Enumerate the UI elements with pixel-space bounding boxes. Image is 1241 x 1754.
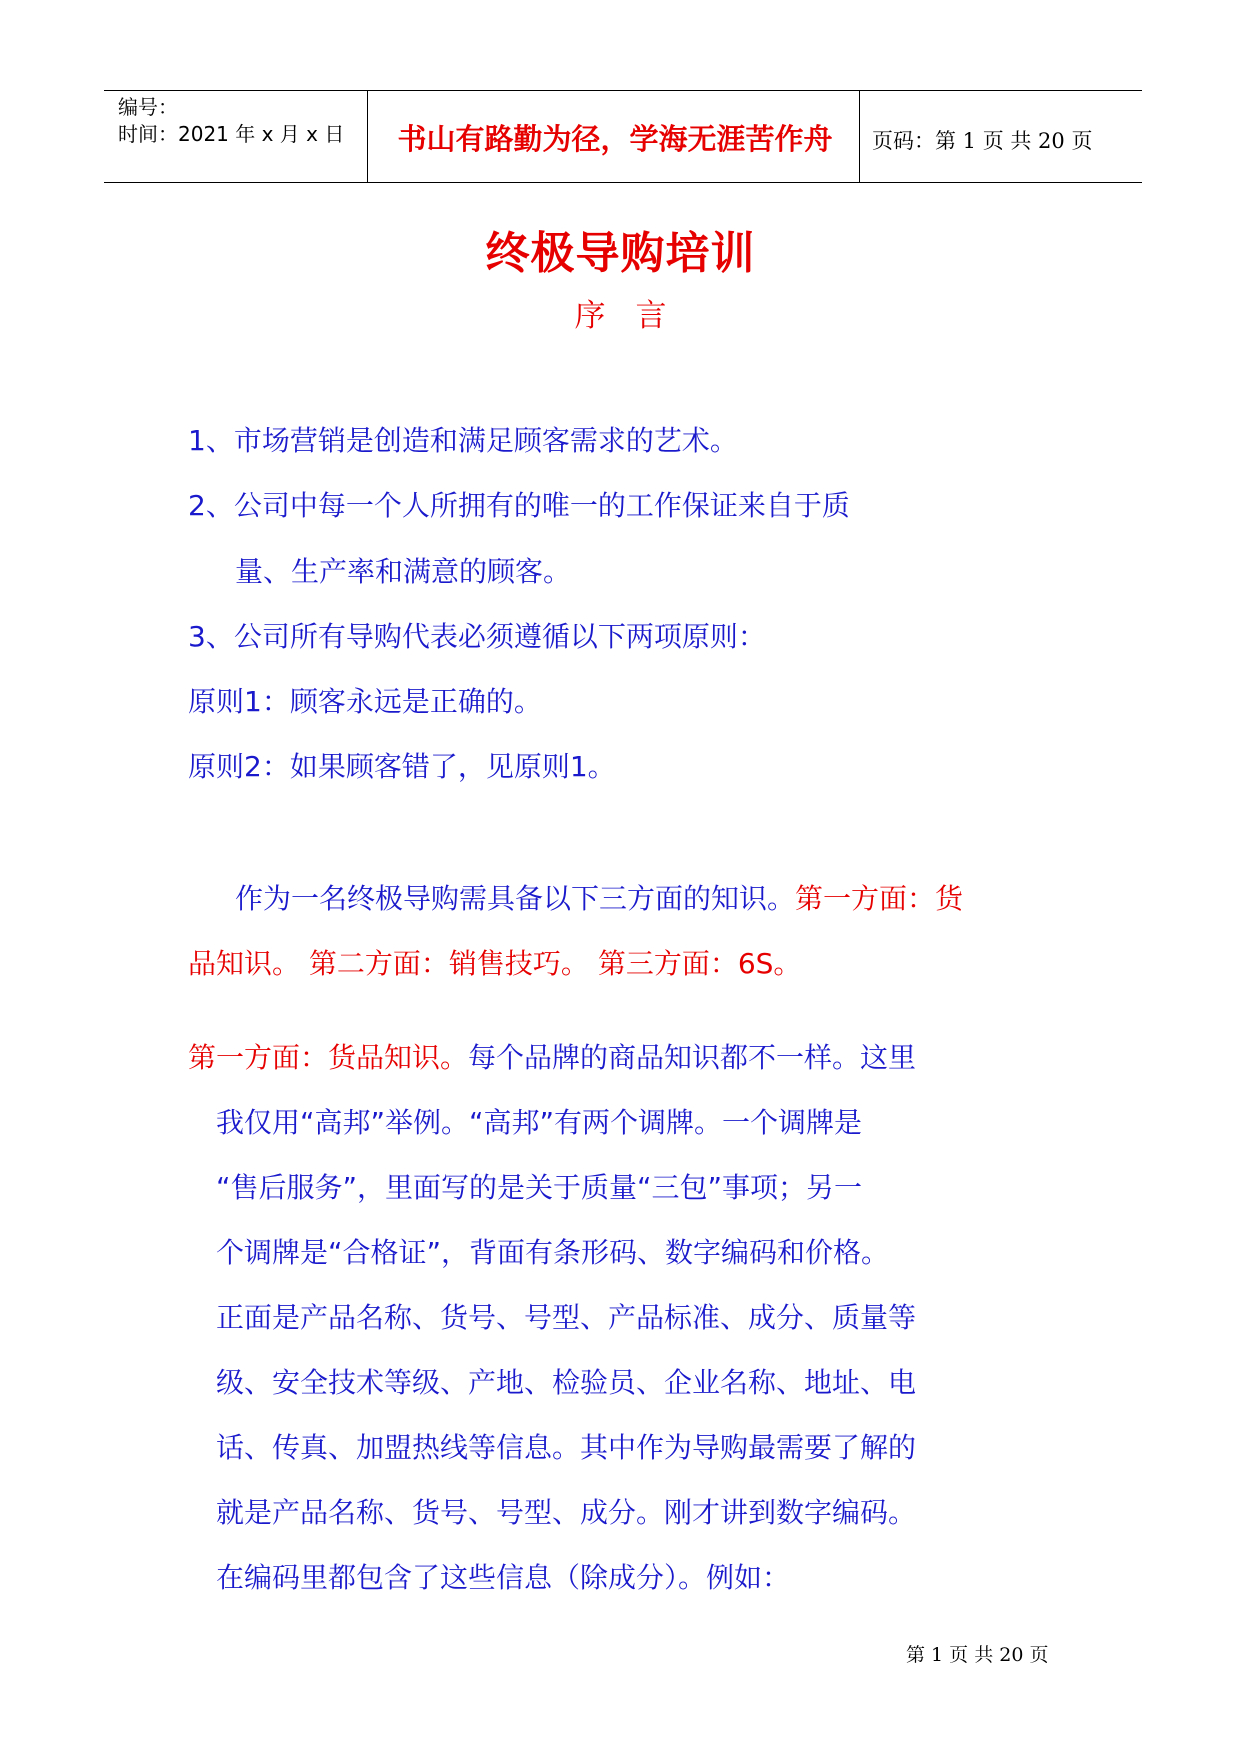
header-time-label: 时间：2021 年 x 月 x 日 bbox=[118, 122, 345, 146]
overview-aspect-1-end: 品知识。 bbox=[188, 947, 301, 980]
header-top-rule bbox=[104, 90, 1142, 91]
section-1-line-9: 在编码里都包含了这些信息（除成分）。例如： bbox=[216, 1561, 791, 1594]
footer-page-info: 第 1 页 共 20 页 bbox=[906, 1644, 1049, 1666]
section-1-line-1 bbox=[188, 1038, 916, 1078]
intro-item-2-line-1: 2、公司中每一个人所拥有的唯一的工作保证来自于质 bbox=[188, 489, 850, 522]
header-meta bbox=[118, 94, 344, 148]
document-title: 终极导购培训 bbox=[485, 228, 756, 279]
header-motto: 书山有路勤为径，学海无涯苦作舟 bbox=[397, 122, 833, 156]
section-1-text-1: 每个品牌的商品知识都不一样。这里 bbox=[468, 1041, 917, 1074]
section-1-line-8: 就是产品名称、货号、号型、成分。刚才讲到数字编码。 bbox=[216, 1496, 917, 1529]
overview-line-2 bbox=[188, 944, 801, 984]
header-page-info: 页码：第 1 页 共 20 页 bbox=[872, 129, 1093, 153]
principle-2: 原则2：如果顾客错了，见原则1。 bbox=[188, 750, 616, 783]
intro-item-1: 1、市场营销是创造和满足顾客需求的艺术。 bbox=[188, 424, 738, 457]
overview-intro-text: 作为一名终极导购需具备以下三方面的知识。 bbox=[235, 882, 796, 915]
overview-aspect-1-start: 第一方面：货 bbox=[795, 882, 964, 915]
section-1-line-5: 正面是产品名称、货号、号型、产品标准、成分、质量等 bbox=[216, 1301, 917, 1334]
section-1-line-7: 话、传真、加盟热线等信息。其中作为导购最需要了解的 bbox=[216, 1431, 917, 1464]
section-1-line-3: “售后服务”，里面写的是关于质量“三包”事项；另一 bbox=[216, 1171, 863, 1204]
document-subtitle: 序言 bbox=[574, 298, 697, 334]
header-divider-left bbox=[367, 90, 368, 183]
section-1-heading: 第一方面：货品知识。 bbox=[188, 1041, 469, 1074]
overview-aspect-2: 第二方面：销售技巧。 bbox=[308, 947, 589, 980]
section-1-line-2: 我仅用“高邦”举例。“高邦”有两个调牌。一个调牌是 bbox=[216, 1106, 863, 1139]
intro-item-3: 3、公司所有导购代表必须遵循以下两项原则： bbox=[188, 620, 766, 653]
overview-line-1 bbox=[235, 879, 963, 919]
intro-item-2-line-2: 量、生产率和满意的顾客。 bbox=[235, 555, 572, 588]
header-number-label: 编号： bbox=[118, 95, 178, 119]
section-1-line-6: 级、安全技术等级、产地、检验员、企业名称、地址、电 bbox=[216, 1366, 917, 1399]
header-bottom-rule bbox=[104, 182, 1142, 183]
section-1-line-4: 个调牌是“合格证”，背面有条形码、数字编码和价格。 bbox=[216, 1236, 890, 1269]
principle-1: 原则1：顾客永远是正确的。 bbox=[188, 685, 542, 718]
overview-aspect-3: 第三方面：6S。 bbox=[597, 947, 802, 980]
